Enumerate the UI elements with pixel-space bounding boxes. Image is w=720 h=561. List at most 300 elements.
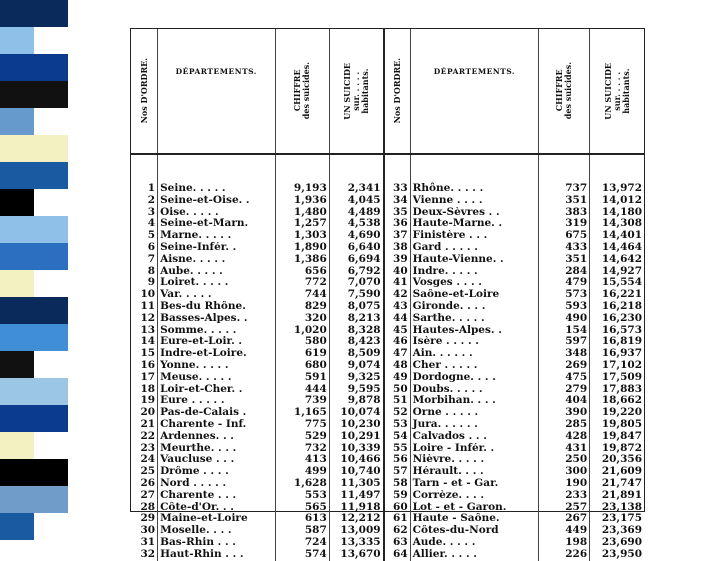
table-row [131,336,644,348]
stripe-block [0,216,68,243]
order-number: 9 [131,277,158,289]
table-row [131,195,644,207]
order-number: 27 [131,490,158,502]
suicide-count: 613 [275,513,329,525]
suicide-count: 587 [275,525,329,537]
inhabitants-per-suicide: 6,694 [329,254,383,266]
department-name: Gard . . . . . [410,242,539,254]
suicide-count: 269 [539,360,590,372]
department-name: Côte-d'Or. . . [158,502,275,514]
order-number: 14 [131,336,158,348]
department-name: Cher . . . . . [410,360,539,372]
order-number: 53 [384,419,411,431]
stripe-block [0,486,68,513]
department-name: Charente - Inf. [158,419,275,431]
suicide-count: 1,303 [275,230,329,242]
order-number: 52 [384,407,411,419]
order-number: 37 [384,230,411,242]
table-row [131,266,644,278]
table-row [131,207,644,219]
suicide-count: 775 [275,419,329,431]
table-row [131,407,644,419]
stripe-block [0,324,68,351]
order-number: 46 [384,336,411,348]
table-row [131,218,644,230]
order-number: 43 [384,301,411,313]
inhabitants-per-suicide: 13,670 [329,549,383,561]
department-name: Ain. . . . . . [410,348,539,360]
suicide-count: 529 [275,431,329,443]
suicide-count: 829 [275,301,329,313]
stripe-block [0,162,68,189]
order-number: 38 [384,242,411,254]
table-row [131,313,644,325]
table-row [131,525,644,537]
order-number: 45 [384,325,411,337]
inhabitants-per-suicide: 19,872 [601,442,642,454]
department-name: Maine-et-Loire [158,513,275,525]
order-number: 61 [384,513,411,525]
inhabitants-per-suicide: 8,509 [329,348,383,360]
suicide-count: 573 [539,289,590,301]
department-name: Seine. . . . . [158,154,275,195]
suicide-count: 565 [275,502,329,514]
order-number: 24 [131,454,158,466]
order-number: 59 [384,490,411,502]
order-number: 11 [131,301,158,313]
inhabitants-per-suicide: 7,590 [329,289,383,301]
order-number: 40 [384,266,411,278]
order-number: 17 [131,372,158,384]
department-name: Dordogne. . . . [410,372,539,384]
department-name: Vienne . . . . [410,195,539,207]
order-number: 33 [384,154,411,195]
suicide-count: 490 [539,313,590,325]
department-name: Loiret. . . . . [158,277,275,289]
department-name: Seine-et-Oise. . [158,195,275,207]
inhabitants-per-suicide: 11,305 [329,478,383,490]
inhabitants-per-suicide: 11,497 [329,490,383,502]
inhabitants-per-suicide: 23,950 [601,548,642,560]
suicide-count: 1,257 [275,218,329,230]
inhabitants-per-suicide: 6,792 [329,266,383,278]
inhabitants-per-suicide: 9,325 [329,372,383,384]
inhabitants-per-suicide: 15,554 [601,277,642,289]
departments-table [131,29,644,561]
inhabitants-per-suicide: 10,466 [329,454,383,466]
table-row [131,466,644,478]
department-name: Seine-Infér. . [158,242,275,254]
stripe-block [0,189,34,216]
department-name: Charente . . . [158,490,275,502]
suicide-count: 574 [275,549,329,561]
order-number: 48 [384,360,411,372]
order-number: 51 [384,395,411,407]
inhabitants-per-suicide: 13,335 [329,537,383,549]
department-name: Loire - Infér. . [410,443,539,455]
inhabitants-per-suicide: 9,878 [329,395,383,407]
inhabitants-per-suicide: 4,045 [329,195,383,207]
order-number: 22 [131,431,158,443]
stripe-block [0,405,68,432]
suicide-count: 284 [539,266,590,278]
inhabitants-per-suicide: 16,937 [601,348,642,360]
table-row [131,478,644,490]
order-number: 47 [384,348,411,360]
inhabitants-per-suicide: 19,220 [601,407,642,419]
department-name: Rhône. . . . . [410,154,539,195]
order-number: 32 [131,549,158,561]
department-name: Moselle. . . . [158,525,275,537]
department-name: Corrèze. . . . [410,490,539,502]
department-name: Lot - et - Garon. [410,502,539,514]
inhabitants-per-suicide: 13,972 [601,182,642,194]
inhabitants-per-suicide: 9,074 [329,360,383,372]
table-row [131,537,644,549]
suicide-count: 744 [275,289,329,301]
stripe-block [0,243,68,270]
inhabitants-per-suicide: 13,009 [329,525,383,537]
suicide-count: 348 [539,348,590,360]
department-name: Calvados . . . [410,431,539,443]
suicide-count: 300 [539,466,590,478]
inhabitants-per-suicide: 8,075 [329,301,383,313]
suicide-count: 154 [539,325,590,337]
inhabitants-per-suicide: 14,927 [601,265,642,277]
suicide-count: 591 [275,372,329,384]
order-number: 1 [131,154,158,195]
suicide-count: 279 [539,384,590,396]
table-row [131,289,644,301]
suicide-count: 383 [539,207,590,219]
suicide-count: 351 [539,195,590,207]
table-row [131,360,644,372]
order-number: 44 [384,313,411,325]
order-number: 8 [131,266,158,278]
department-name: Aude. . . . . [410,537,539,549]
department-name: Orne . . . . . [410,407,539,419]
suicide-count: 619 [275,348,329,360]
table-row [131,348,644,360]
department-name: Haute-Marne. . [410,218,539,230]
inhabitants-per-suicide: 18,662 [601,395,642,407]
department-name: Indre. . . . . [410,266,539,278]
order-number: 12 [131,313,158,325]
suicide-count: 1,936 [275,195,329,207]
department-name: Côtes-du-Nord [410,525,539,537]
order-number: 18 [131,384,158,396]
department-name: Ardennes. . . [158,431,275,443]
order-number: 19 [131,395,158,407]
department-name: Meuse. . . . . [158,372,275,384]
order-number: 56 [384,454,411,466]
inhabitants-per-suicide: 14,308 [601,218,642,230]
department-name: Bes-du Rhône. [158,301,275,313]
department-name: Nièvre. . . . . [410,454,539,466]
inhabitants-per-suicide: 23,369 [601,525,642,537]
order-number: 29 [131,513,158,525]
suicide-count: 431 [539,443,590,455]
order-number: 57 [384,466,411,478]
department-name: Haute - Saône. [410,513,539,525]
table-row [131,490,644,502]
department-name: Meurthe. . . . [158,443,275,455]
department-name: Doubs. . . . . [410,384,539,396]
order-number: 4 [131,218,158,230]
suicide-count: 250 [539,454,590,466]
department-name: Marne. . . . . [158,230,275,242]
inhabitants-per-suicide: 21,891 [601,489,642,501]
suicide-count: 1,020 [275,325,329,337]
inhabitants-per-suicide: 4,538 [329,218,383,230]
order-number: 55 [384,443,411,455]
stripe-block [0,351,34,378]
order-number: 2 [131,195,158,207]
department-name: Tarn - et - Gar. [410,478,539,490]
inhabitants-per-suicide: 8,213 [329,313,383,325]
inhabitants-per-suicide: 17,509 [601,371,642,383]
order-number: 64 [384,549,411,561]
order-number: 15 [131,348,158,360]
stripe-block [0,81,68,108]
order-number: 58 [384,478,411,490]
inhabitants-per-suicide: 4,489 [329,207,383,219]
header-suicides: CHIFFRE des suicides. [275,29,329,154]
decorative-color-stripe [0,0,68,540]
department-name: Loir-et-Cher. . [158,384,275,396]
inhabitants-per-suicide: 21,609 [601,466,642,478]
header-order-number-2: Nos D'ORDRE. [384,29,411,154]
order-number: 34 [384,195,411,207]
department-name: Haute-Vienne. . [410,254,539,266]
suicide-count: 737 [539,154,590,195]
department-name: Aube. . . . . [158,266,275,278]
department-name: Haut-Rhin . . . [158,549,275,561]
suicide-count: 597 [539,336,590,348]
suicide-count: 479 [539,277,590,289]
suicide-count: 390 [539,407,590,419]
department-name: Finistère . . . [410,230,539,242]
header-suicides-2: CHIFFRE des suicides. [539,29,590,154]
order-number: 21 [131,419,158,431]
order-number: 26 [131,478,158,490]
suicide-count: 1,165 [275,407,329,419]
suicide-count: 267 [539,513,590,525]
department-name: Seine-et-Marn. [158,218,275,230]
suicide-count: 553 [275,490,329,502]
department-name: Isère . . . . . [410,336,539,348]
order-number: 10 [131,289,158,301]
department-name: Sarthe. . . . . [410,313,539,325]
suicide-count: 499 [275,466,329,478]
department-name: Morbihan. . . . [410,395,539,407]
suicide-count: 319 [539,218,590,230]
department-name: Gironde. . . . [410,301,539,313]
order-number: 5 [131,230,158,242]
suicide-count: 233 [539,490,590,502]
inhabitants-per-suicide: 23,690 [601,536,642,548]
order-number: 60 [384,502,411,514]
department-name: Vosges . . . . [410,277,539,289]
inhabitants-per-suicide: 17,102 [601,359,642,371]
header-order-number: Nos D'ORDRE. [131,29,158,154]
inhabitants-per-suicide: 12,212 [329,513,383,525]
inhabitants-per-suicide: 17,883 [601,383,642,395]
order-number: 35 [384,207,411,219]
order-number: 49 [384,372,411,384]
suicide-count: 351 [539,254,590,266]
order-number: 31 [131,537,158,549]
department-name: Jura. . . . . . [410,419,539,431]
department-name: Yonne. . . . . [158,360,275,372]
inhabitants-per-suicide: 14,180 [601,206,642,218]
suicide-count: 449 [539,525,590,537]
suicide-count: 190 [539,478,590,490]
table-row [131,419,644,431]
department-name: Drôme . . . . [158,466,275,478]
inhabitants-per-suicide: 7,070 [329,277,383,289]
inhabitants-per-suicide: 10,230 [329,419,383,431]
inhabitants-per-suicide: 8,423 [329,336,383,348]
header-departments-2: DÉPARTEMENTS. [410,29,539,154]
stripe-block [0,459,68,486]
stripe-block [0,135,68,162]
order-number: 23 [131,443,158,455]
order-number: 16 [131,360,158,372]
header-departments: DÉPARTEMENTS. [158,29,275,154]
suicide-statistics-table [130,28,645,560]
inhabitants-per-suicide: 11,918 [329,502,383,514]
table-body [131,154,644,561]
department-name: Basses-Alpes. . [158,313,275,325]
inhabitants-per-suicide: 20,356 [601,454,642,466]
table-row [131,549,644,561]
order-number: 6 [131,242,158,254]
order-number: 13 [131,325,158,337]
inhabitants-per-suicide: 23,138 [601,501,642,513]
inhabitants-per-suicide: 14,642 [601,253,642,265]
table-row [131,242,644,254]
department-name: Pas-de-Calais . [158,407,275,419]
suicide-count: 580 [275,336,329,348]
inhabitants-per-suicide: 10,339 [329,443,383,455]
suicide-count: 404 [539,395,590,407]
order-number: 30 [131,525,158,537]
department-name: Var. . . . . [158,289,275,301]
inhabitants-per-suicide: 9,595 [329,384,383,396]
inhabitants-per-suicide: 21,747 [601,477,642,489]
header-ratio-2: UN SUICIDE sur. . . . . habitants. [590,29,644,154]
inhabitants-per-suicide: 14,464 [601,241,642,253]
order-number: 25 [131,466,158,478]
table-row [131,154,644,195]
inhabitants-per-suicide: 2,341 [329,154,383,195]
department-name: Hérault. . . . [410,466,539,478]
suicide-count: 198 [539,537,590,549]
table-row [131,325,644,337]
order-number: 54 [384,431,411,443]
order-number: 20 [131,407,158,419]
order-number: 36 [384,218,411,230]
inhabitants-per-suicide: 10,291 [329,431,383,443]
inhabitants-per-suicide: 16,218 [601,300,642,312]
order-number: 28 [131,502,158,514]
order-number: 42 [384,289,411,301]
table-row [131,502,644,514]
stripe-block [0,270,34,297]
order-number: 63 [384,537,411,549]
inhabitants-per-suicide: 19,805 [601,418,642,430]
inhabitants-per-suicide: 6,640 [329,242,383,254]
inhabitants-per-suicide: 19,847 [601,430,642,442]
table-row [131,443,644,455]
table-row [131,254,644,266]
inhabitants-per-suicide: 4,690 [329,230,383,242]
inhabitants-per-suicide: 10,740 [329,466,383,478]
suicide-count: 593 [539,301,590,313]
stripe-block [0,297,68,324]
suicide-count: 257 [539,502,590,514]
inhabitants-per-suicide: 23,175 [601,513,642,525]
department-name: Hautes-Alpes. . [410,325,539,337]
header-ratio: UN SUICIDE sur. . . . . habitants. [329,29,383,154]
stripe-block [0,432,34,459]
suicide-count: 675 [539,230,590,242]
department-name: Deux-Sèvres . . [410,207,539,219]
inhabitants-per-suicide: 14,012 [601,194,642,206]
table-row [131,230,644,242]
department-name: Somme. . . . . [158,325,275,337]
suicide-count: 444 [275,384,329,396]
table-row [131,277,644,289]
suicide-count: 724 [275,537,329,549]
inhabitants-per-suicide: 14,401 [601,230,642,242]
suicide-count: 413 [275,454,329,466]
suicide-count: 9,193 [275,154,329,195]
inhabitants-per-suicide: 16,819 [601,336,642,348]
suicide-count: 226 [539,549,590,561]
department-name: Vaucluse . . . [158,454,275,466]
table-row [131,301,644,313]
suicide-count: 1,386 [275,254,329,266]
stripe-block [0,378,68,405]
stripe-block [0,0,68,27]
suicide-count: 475 [539,372,590,384]
suicide-count: 433 [539,242,590,254]
department-name: Eure-et-Loir. . [158,336,275,348]
table-row [131,395,644,407]
department-name: Bas-Rhin . . . [158,537,275,549]
table-row [131,454,644,466]
stripe-block [0,27,34,54]
suicide-count: 285 [539,419,590,431]
table-row [131,384,644,396]
order-number: 62 [384,525,411,537]
suicide-count: 1,480 [275,207,329,219]
inhabitants-per-suicide: 16,221 [601,289,642,301]
suicide-count: 772 [275,277,329,289]
table-row [131,372,644,384]
order-number: 39 [384,254,411,266]
suicide-count: 428 [539,431,590,443]
suicide-count: 656 [275,266,329,278]
inhabitants-per-suicide: 16,573 [601,324,642,336]
table-row [131,513,644,525]
suicide-count: 732 [275,443,329,455]
suicide-count: 1,628 [275,478,329,490]
inhabitants-per-suicide: 8,328 [329,325,383,337]
department-name: Allier. . . . . [410,549,539,561]
